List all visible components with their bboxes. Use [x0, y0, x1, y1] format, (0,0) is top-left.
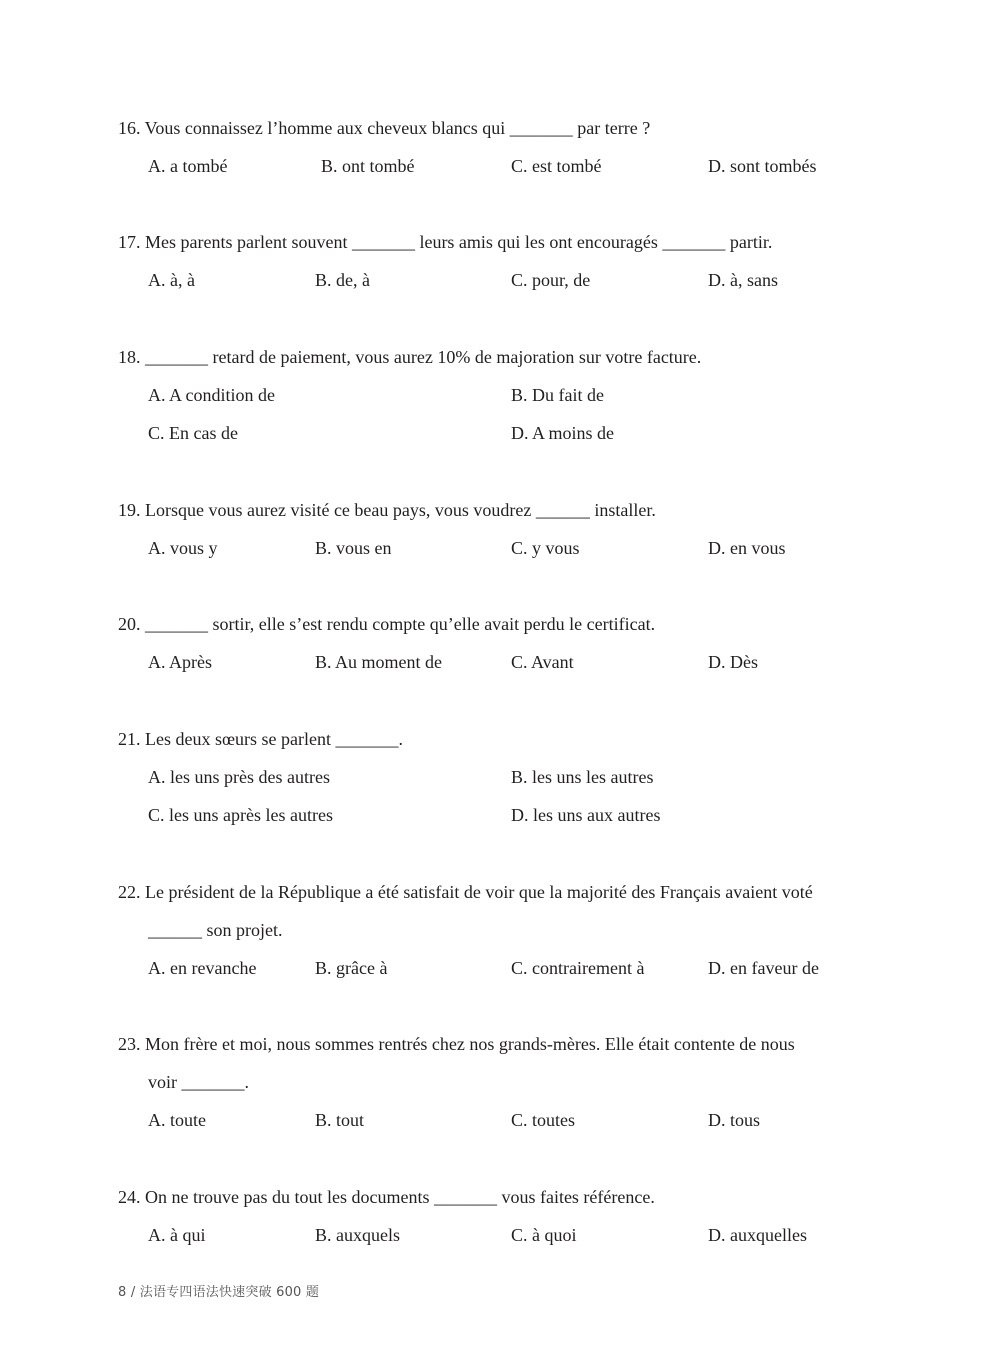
option-b: B. Au moment de: [315, 652, 442, 672]
option-d: D. tous: [708, 1110, 761, 1130]
option-d: D. en faveur de: [708, 958, 819, 978]
options: [118, 643, 888, 681]
options: [118, 147, 888, 185]
option-d: D. Dès: [708, 652, 758, 672]
question-23: [118, 1025, 888, 1139]
question-18: [118, 338, 888, 452]
question-stem: 18. _______ retard de paiement, vous aurez 10% de majoration sur votre facture.: [118, 347, 702, 367]
question-17: [118, 223, 888, 299]
option-a: A. toute: [148, 1110, 206, 1130]
option-b: B. tout: [315, 1110, 365, 1130]
option-b: B. Du fait de: [511, 385, 604, 405]
options: [118, 1101, 888, 1139]
option-c: C. Avant: [511, 652, 574, 672]
option-d: D. sont tombés: [708, 156, 817, 176]
options: [118, 949, 888, 987]
option-c: C. toutes: [511, 1110, 576, 1130]
question-stem: 20. _______ sortir, elle s’est rendu compte qu’elle avait perdu le certificat.: [118, 614, 656, 634]
page-number: 8: [118, 1285, 127, 1300]
options: [118, 261, 888, 299]
option-a: A. vous y: [148, 538, 218, 558]
option-d: D. A moins de: [511, 423, 615, 443]
question-stem: 22. Le président de la République a été satisfait de voir que la majorité des Français avaient voté: [118, 882, 813, 902]
option-a: A. a tombé: [148, 156, 228, 176]
option-b: B. les uns les autres: [511, 767, 654, 787]
book-title: 法语专四语法快速突破 600 题: [139, 1285, 320, 1300]
question-16: [118, 109, 888, 185]
option-a: A. A condition de: [148, 385, 275, 405]
option-c: C. contrairement à: [511, 958, 645, 978]
options: [118, 1216, 888, 1254]
option-a: A. les uns près des autres: [148, 767, 330, 787]
option-a: A. en revanche: [148, 958, 257, 978]
option-b: B. auxquels: [315, 1225, 400, 1245]
options: [118, 529, 888, 567]
option-c: C. En cas de: [148, 423, 238, 443]
option-b: B. grâce à: [315, 958, 388, 978]
question-24: [118, 1178, 888, 1254]
option-b: B. ont tombé: [321, 156, 415, 176]
question-stem: 19. Lorsque vous aurez visité ce beau pays, vous voudrez ______ installer.: [118, 500, 656, 520]
question-stem: 16. Vous connaissez l’homme aux cheveux blancs qui _______ par terre ?: [118, 118, 651, 138]
question-stem: 23. Mon frère et moi, nous sommes rentrés chez nos grands-mères. Elle était contente de nous: [118, 1034, 795, 1054]
option-d: D. les uns aux autres: [511, 805, 661, 825]
option-c: C. y vous: [511, 538, 580, 558]
question-21: [118, 720, 888, 834]
question-stem: 24. On ne trouve pas du tout les documents _______ vous faites référence.: [118, 1187, 655, 1207]
option-a: A. à qui: [148, 1225, 206, 1245]
question-19: [118, 491, 888, 567]
question-stem: 17. Mes parents parlent souvent _______ leurs amis qui les ont encouragés _______ partir.: [118, 232, 773, 252]
footer-separator: /: [130, 1285, 136, 1300]
page-footer: [118, 1281, 319, 1300]
options: [118, 758, 888, 834]
question-stem-continued: voir _______.: [148, 1072, 249, 1092]
question-20: [118, 605, 888, 681]
option-b: B. de, à: [315, 270, 370, 290]
option-c: C. pour, de: [511, 270, 591, 290]
option-d: D. auxquelles: [708, 1225, 807, 1245]
option-d: D. en vous: [708, 538, 786, 558]
question-stem-continued: ______ son projet.: [148, 920, 283, 940]
question-22: [118, 873, 888, 987]
options: [118, 376, 888, 452]
option-b: B. vous en: [315, 538, 392, 558]
option-c: C. à quoi: [511, 1225, 577, 1245]
option-a: A. Après: [148, 652, 212, 672]
option-d: D. à, sans: [708, 270, 778, 290]
option-c: C. les uns après les autres: [148, 805, 333, 825]
option-c: C. est tombé: [511, 156, 602, 176]
option-a: A. à, à: [148, 270, 195, 290]
question-stem: 21. Les deux sœurs se parlent _______.: [118, 729, 403, 749]
